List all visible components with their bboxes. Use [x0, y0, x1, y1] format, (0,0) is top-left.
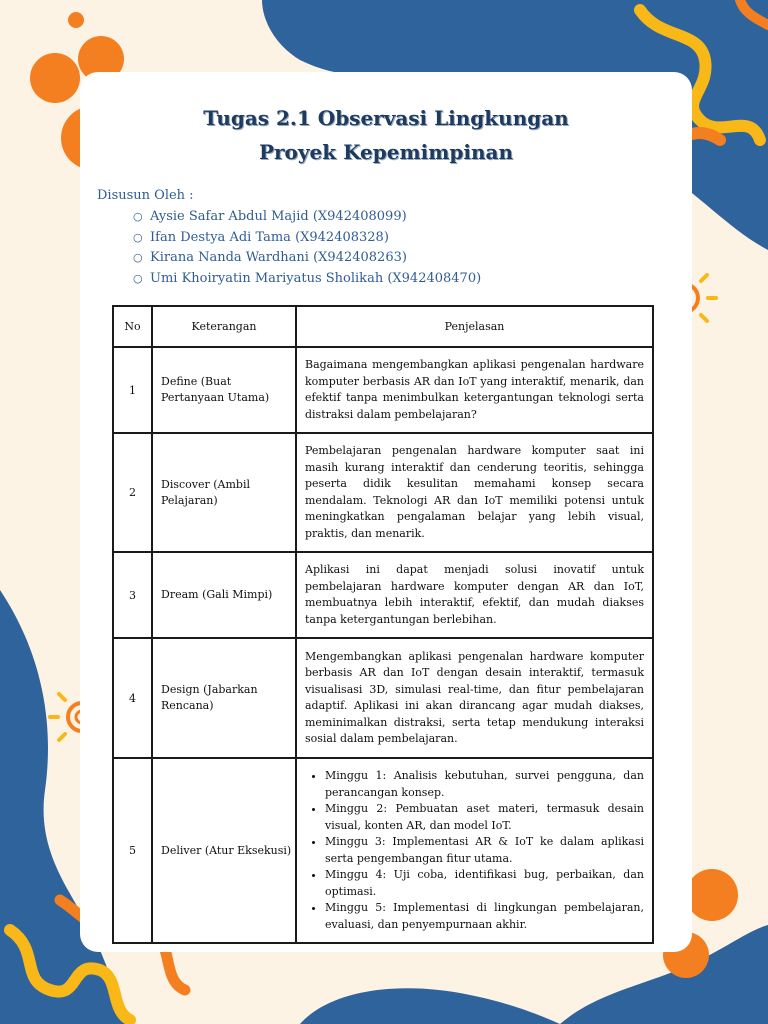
author-name: Ifan Destya Adi Tama (X942408328): [150, 229, 389, 245]
orange-circle: [68, 12, 84, 28]
table-row: [113, 638, 653, 758]
row-keterangan: Design (Jabarkan Rencana): [152, 638, 296, 758]
row-penjelasan: Bagaimana mengembangkan aplikasi pengenalan hardware komputer berbasis AR dan IoT yang interaktif, menarik, dan efektif tanpa menimbulkan ketergantungan teknologi serta distraksi dalam pembelajaran?: [296, 347, 653, 433]
header-keterangan: Keterangan: [152, 306, 296, 347]
observation-table: [112, 305, 654, 944]
page-title-line1: Tugas 2.1 Observasi Lingkungan: [203, 106, 569, 130]
row-number: 5: [113, 758, 152, 943]
author-name: Kirana Nanda Wardhani (X942408263): [150, 250, 407, 265]
row-penjelasan: Aplikasi ini dapat menjadi solusi inovatif untuk pembelajaran hardware komputer dengan AR dan IoT, membuatnya lebih interaktif, efektif, dan mudah diakses tanpa ketergantungan berlebihan.: [296, 552, 653, 638]
row-keterangan: Define (Buat Pertanyaan Utama): [152, 347, 296, 433]
bullet-icon: ○: [133, 271, 143, 285]
header-no: No: [113, 306, 152, 347]
row-number: 2: [113, 433, 152, 552]
schedule-item: • Minggu 1: Analisis kebutuhan, survei pengguna, dan perancangan konsep.: [325, 768, 644, 801]
bullet-icon: ○: [133, 230, 143, 244]
schedule-item: • Minggu 5: Implementasi di lingkungan pembelajaran, evaluasi, dan penyempurnaan akhir.: [325, 900, 644, 933]
row-penjelasan-list: [296, 758, 653, 943]
row-penjelasan: Pembelajaran pengenalan hardware komputer saat ini masih kurang interaktif dan cenderung teoritis, sehingga peserta didik kesulitan memahami konsep secara mendalam. Teknologi AR dan IoT memiliki potensi untuk meningkatkan pengalaman belajar yang lebih visual, praktis, dan menarik.: [296, 433, 653, 552]
bullet-icon: ○: [133, 210, 143, 223]
row-keterangan: Discover (Ambil Pelajaran): [152, 433, 296, 552]
table-row: [113, 758, 653, 943]
schedule-item: • Minggu 2: Pembuatan aset materi, termasuk desain visual, konten AR, dan model IoT.: [325, 801, 644, 834]
author-item: [133, 248, 481, 269]
schedule-item: • Minggu 3: Implementasi AR & IoT ke dalam aplikasi serta pengembangan fitur utama.: [325, 834, 644, 867]
row-number: 4: [113, 638, 152, 758]
author-item: [133, 228, 481, 249]
row-keterangan: Deliver (Atur Eksekusi): [152, 758, 296, 943]
author-name: Umi Khoiryatin Mariyatus Sholikah (X942408470): [150, 270, 482, 286]
schedule-list: [305, 768, 644, 933]
author-heading: Disusun Oleh :: [97, 188, 194, 203]
bullet-icon: ○: [133, 251, 143, 264]
table-row: [113, 433, 653, 552]
table-row: [113, 552, 653, 638]
blue-blob-bottom: [300, 988, 560, 1024]
orange-circle: [30, 53, 80, 103]
row-number: 3: [113, 552, 152, 638]
table-row: [113, 347, 653, 433]
row-penjelasan: Mengembangkan aplikasi pengenalan hardware komputer berbasis AR dan IoT dengan desain interaktif, termasuk visualisasi 3D, simulasi real-time, dan fitur pembelajaran adaptif. Aplikasi ini akan dirancang agar mudah diakses, meminimalkan distraksi, serta tetap mendukung interaksi sosial dalam pembelajaran.: [296, 638, 653, 758]
table-header-row: [113, 306, 653, 347]
page-title-line2: Proyek Kepemimpinan: [258, 140, 513, 164]
row-keterangan: Dream (Gali Mimpi): [152, 552, 296, 638]
author-name: Aysie Safar Abdul Majid (X942408099): [150, 209, 407, 224]
row-number: 1: [113, 347, 152, 433]
author-list: [133, 207, 481, 289]
author-item: [133, 269, 481, 290]
orange-circle: [686, 869, 738, 921]
author-item: [133, 207, 481, 228]
schedule-item: • Minggu 4: Uji coba, identifikasi bug, perbaikan, dan optimasi.: [325, 867, 644, 900]
header-penjelasan: Penjelasan: [296, 306, 653, 347]
